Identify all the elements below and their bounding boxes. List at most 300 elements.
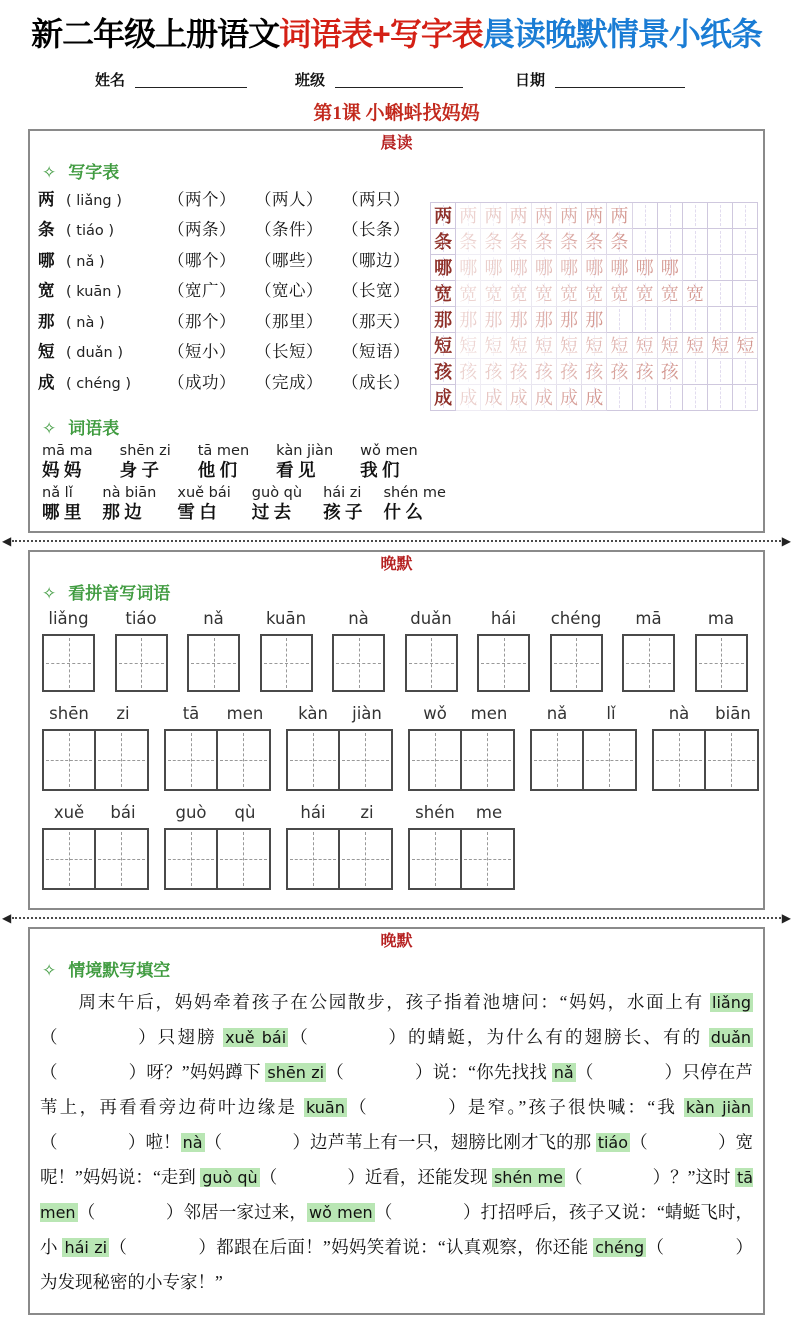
- paragraph-text: （ ）边芦苇上有一只，翅膀比刚才飞的那: [204, 1131, 596, 1152]
- practice-grid-cell: 宽: [532, 281, 557, 307]
- pinyin-label: nà: [348, 608, 369, 628]
- pinyin-label: hái: [300, 802, 326, 822]
- practice-grid-cell: [683, 385, 708, 411]
- practice-grid-cell: 短: [733, 333, 758, 359]
- example-word: （那天）: [342, 311, 410, 331]
- word-table-header: [42, 414, 755, 439]
- writing-box[interactable]: [95, 828, 149, 890]
- pinyin-highlight: nà: [182, 1132, 203, 1152]
- writing-box[interactable]: [339, 729, 393, 791]
- word-hanzi: 那 边: [102, 501, 142, 522]
- word-pinyin: guò qù: [251, 484, 303, 501]
- example-word: （宽心）: [255, 281, 323, 301]
- practice-grid-cell: [633, 307, 658, 333]
- write-table-row: [38, 338, 430, 369]
- writing-box[interactable]: [652, 729, 706, 791]
- pinyin-box-double: [42, 801, 150, 890]
- word-pinyin: nǎ lǐ: [42, 484, 73, 501]
- practice-grid-cell: 哪: [557, 255, 582, 281]
- practice-grid-cell: 宽: [633, 281, 658, 307]
- practice-grid-cell: 条: [532, 229, 557, 255]
- pinyin-reading: ( nǎ ): [66, 253, 105, 270]
- paragraph-text: （ ）？”这时: [564, 1166, 735, 1187]
- word-hanzi: 看 见: [276, 459, 316, 480]
- word-entry: [323, 485, 362, 523]
- practice-grid-cell: 哪: [607, 255, 632, 281]
- paragraph-text: （ ）都跟在后面！”妈妈笑着说：“认真观察，你还能: [109, 1236, 594, 1257]
- practice-grid-cell: [658, 229, 683, 255]
- practice-grid-cell: 成: [582, 385, 607, 411]
- word-table-row: [42, 485, 755, 523]
- practice-grid-cell: 那: [456, 307, 481, 333]
- writing-box-pair: [530, 729, 638, 791]
- pinyin-label-pair: [164, 801, 272, 825]
- pinyin-label: me: [475, 802, 503, 822]
- practice-grid-cell: 两: [431, 203, 456, 229]
- pinyin-label: xuě: [53, 802, 85, 822]
- practice-grid-cell: 条: [607, 229, 632, 255]
- practice-grid-cell: 哪: [456, 255, 481, 281]
- fill-in-paragraph: [40, 985, 753, 1299]
- pinyin-reading: ( liǎng ): [66, 192, 122, 209]
- practice-grid-cell: 孩: [431, 359, 456, 385]
- practice-grid-cell: 宽: [557, 281, 582, 307]
- writing-box[interactable]: [217, 729, 271, 791]
- pinyin-highlight: chéng: [595, 1237, 645, 1257]
- pinyin-label: shén: [415, 802, 455, 822]
- example-word: （宽广）: [168, 281, 236, 301]
- date-label: 日期: [515, 72, 546, 89]
- pinyin-box-double: [286, 801, 394, 890]
- practice-grid-cell: 两: [507, 203, 532, 229]
- practice-grid-cell: [658, 203, 683, 229]
- word-pinyin: hái zi: [323, 484, 362, 501]
- pinyin-label: lǐ: [606, 703, 616, 723]
- word-pinyin: tā men: [197, 442, 250, 459]
- pinyin-highlight: wǒ men: [309, 1202, 373, 1222]
- example-word: （哪个）: [168, 250, 236, 270]
- writing-box-pair: [164, 828, 272, 890]
- practice-grid-cell: 短: [633, 333, 658, 359]
- writing-box[interactable]: [187, 634, 240, 692]
- pinyin-highlight: liǎng: [712, 992, 751, 1012]
- example-word: （长宽）: [342, 281, 410, 301]
- name-input-line[interactable]: [135, 86, 247, 88]
- cut-separator: [0, 533, 793, 548]
- practice-grid-cell: 哪: [481, 255, 506, 281]
- hanzi-character: 条: [38, 220, 55, 240]
- pinyin-label: jiàn: [352, 703, 382, 723]
- writing-box[interactable]: [461, 828, 515, 890]
- paragraph-text: （ ）的蜻蜓，为什么有的翅膀长、有的: [288, 1026, 709, 1047]
- arrow-right-icon: ▶: [781, 533, 791, 548]
- evening-dictation-box-2: [28, 927, 765, 1315]
- write-table-row: [38, 186, 430, 217]
- page-title: [0, 0, 793, 53]
- context-fill-header: [42, 956, 755, 981]
- writing-box-pair: [652, 729, 760, 791]
- writing-box[interactable]: [332, 634, 385, 692]
- practice-grid-cell: [708, 255, 733, 281]
- pinyin-box-row-2: [42, 702, 755, 791]
- practice-grid-cell: [607, 385, 632, 411]
- pinyin-highlight: duǎn: [710, 1027, 752, 1047]
- pinyin-label-pair: [408, 801, 516, 825]
- pinyin-highlight: shén me: [493, 1167, 563, 1187]
- writing-box[interactable]: [583, 729, 637, 791]
- word-entry: [252, 485, 302, 523]
- practice-grid-cell: 孩: [582, 359, 607, 385]
- practice-grid-cell: 成: [557, 385, 582, 411]
- pinyin-label: kàn: [298, 703, 328, 723]
- writing-box[interactable]: [42, 634, 95, 692]
- practice-grid-cell: 宽: [481, 281, 506, 307]
- pinyin-reading: ( kuān ): [66, 284, 122, 301]
- pinyin-box-double: [164, 801, 272, 890]
- diamond-icon: ✧: [42, 960, 57, 980]
- paragraph-text: 周末午后，妈妈牵着孩子在公园散步，孩子指着池塘问：“妈妈，水面上有: [40, 991, 710, 1012]
- writing-box[interactable]: [42, 828, 96, 890]
- pinyin-box-single: [260, 607, 313, 692]
- paragraph-text: （ ）宽呢！”妈妈说：“走到: [40, 1131, 754, 1187]
- writing-box[interactable]: [477, 634, 530, 692]
- practice-grid-cell: 条: [431, 229, 456, 255]
- pinyin-label: biān: [715, 703, 751, 723]
- word-pinyin: xuě bái: [177, 484, 231, 501]
- practice-grid-cell: [708, 203, 733, 229]
- cut-separator: [0, 910, 793, 925]
- writing-box[interactable]: [260, 634, 313, 692]
- pinyin-box-double: [408, 801, 516, 890]
- title-part-blue: 晨读晚默情景小纸条: [482, 16, 762, 52]
- example-word: （短小）: [168, 342, 236, 362]
- pinyin-label-pair: [42, 702, 150, 726]
- writing-box-pair: [42, 729, 150, 791]
- writing-box-pair: [408, 729, 516, 791]
- hanzi-character: 宽: [38, 281, 55, 301]
- writing-box[interactable]: [408, 828, 462, 890]
- class-field: [295, 69, 515, 90]
- practice-grid-cell: 两: [582, 203, 607, 229]
- writing-box[interactable]: [405, 634, 458, 692]
- hanzi-character: 那: [38, 311, 55, 331]
- practice-grid-cell: 条: [557, 229, 582, 255]
- pinyin-label: tiáo: [125, 608, 157, 628]
- pinyin-box-single: [550, 607, 603, 692]
- class-input-line[interactable]: [335, 86, 463, 88]
- pinyin-label: zi: [360, 802, 374, 822]
- practice-grid-cell: [708, 229, 733, 255]
- practice-grid-cell: 孩: [607, 359, 632, 385]
- pinyin-label: guò: [175, 802, 207, 822]
- diamond-icon: ✧: [42, 583, 57, 603]
- practice-grid-cell: 宽: [507, 281, 532, 307]
- paragraph-text: （ ）打招呼后，孩子又说：“蜻蜓飞时，小: [40, 1201, 753, 1257]
- writing-box[interactable]: [217, 828, 271, 890]
- practice-grid-cell: 那: [481, 307, 506, 333]
- practice-grid-cell: [733, 307, 758, 333]
- word-hanzi: 孩 子: [323, 501, 363, 522]
- arrow-left-icon: ◀: [2, 910, 12, 925]
- practice-grid-cell: 哪: [633, 255, 658, 281]
- word-pinyin: mā ma: [42, 442, 93, 459]
- practice-grid-cell: 哪: [582, 255, 607, 281]
- pinyin-label: wǒ: [423, 703, 447, 723]
- practice-grid-cell: 短: [607, 333, 632, 359]
- hanzi-character: 哪: [38, 250, 55, 270]
- hanzi-character: 两: [38, 189, 55, 209]
- example-word: （那里）: [255, 311, 323, 331]
- stroke-practice-grid: [430, 202, 758, 411]
- practice-grid-cell: [658, 385, 683, 411]
- practice-grid-cell: [633, 385, 658, 411]
- writing-box[interactable]: [550, 634, 603, 692]
- writing-box[interactable]: [95, 729, 149, 791]
- evening-dictation-badge: 晚默: [380, 555, 413, 573]
- practice-grid-cell: 条: [481, 229, 506, 255]
- writing-box[interactable]: [164, 828, 218, 890]
- writing-box[interactable]: [286, 828, 340, 890]
- write-table-row: [38, 308, 430, 339]
- writing-box[interactable]: [164, 729, 218, 791]
- example-word: （哪边）: [342, 250, 410, 270]
- practice-grid-cell: 成: [481, 385, 506, 411]
- pinyin-label: nà: [668, 703, 690, 723]
- pinyin-label: shēn: [49, 703, 89, 723]
- pinyin-label-pair: [286, 702, 394, 726]
- practice-grid-cell: [708, 307, 733, 333]
- pinyin-label-pair: [286, 801, 394, 825]
- name-field: [95, 69, 295, 90]
- practice-grid-cell: 那: [557, 307, 582, 333]
- pinyin-box-single: [477, 607, 530, 692]
- practice-grid-cell: 短: [532, 333, 557, 359]
- word-hanzi: 哪 里: [42, 501, 82, 522]
- practice-grid-cell: 孩: [557, 359, 582, 385]
- pinyin-highlight: tā men: [40, 1167, 754, 1222]
- practice-grid-cell: [658, 307, 683, 333]
- pinyin-box-single: [622, 607, 675, 692]
- pinyin-label-pair: [164, 702, 272, 726]
- word-entry: [177, 485, 230, 523]
- word-table-row: [42, 443, 755, 481]
- write-table: [38, 186, 430, 411]
- morning-reading-box: [28, 129, 765, 533]
- pinyin-label-pair: [530, 702, 638, 726]
- pinyin-highlight: hái zi: [64, 1237, 108, 1257]
- word-table: [42, 443, 755, 523]
- practice-grid-cell: 那: [431, 307, 456, 333]
- practice-grid-cell: [708, 281, 733, 307]
- practice-grid-cell: 短: [557, 333, 582, 359]
- pinyin-label: qù: [234, 802, 256, 822]
- writing-box-pair: [408, 828, 516, 890]
- practice-grid-cell: 两: [481, 203, 506, 229]
- pinyin-highlight: kuān: [305, 1097, 345, 1117]
- word-entry: [42, 443, 93, 481]
- practice-grid-cell: 宽: [431, 281, 456, 307]
- example-word: （两人）: [255, 189, 323, 209]
- paragraph-text: （ ）呀？”妈妈蹲下: [40, 1061, 266, 1082]
- evening-dictation-box-1: [28, 550, 765, 910]
- practice-grid-cell: 那: [532, 307, 557, 333]
- practice-grid-cell: [733, 255, 758, 281]
- write-table-row: [38, 247, 430, 278]
- write-table-row: [38, 369, 430, 400]
- writing-box[interactable]: [530, 729, 584, 791]
- writing-box-pair: [164, 729, 272, 791]
- pinyin-box-double: [286, 702, 394, 791]
- arrow-right-icon: ▶: [781, 910, 791, 925]
- practice-grid-cell: 短: [481, 333, 506, 359]
- practice-grid-cell: 孩: [658, 359, 683, 385]
- pinyin-reading: ( duǎn ): [66, 345, 124, 362]
- word-hanzi: 身 子: [119, 459, 160, 480]
- practice-grid-cell: 那: [507, 307, 532, 333]
- pinyin-box-single: [42, 607, 95, 692]
- writing-box-pair: [286, 828, 394, 890]
- practice-grid-cell: 短: [658, 333, 683, 359]
- pinyin-box-double: [164, 702, 272, 791]
- pinyin-highlight: nǎ: [553, 1062, 574, 1082]
- pinyin-box-double: [652, 702, 760, 791]
- practice-grid-cell: 宽: [683, 281, 708, 307]
- practice-grid-cell: 成: [431, 385, 456, 411]
- pinyin-box-single: [332, 607, 385, 692]
- pinyin-label: zi: [116, 703, 130, 723]
- title-part-black: 新二年级上册语文: [31, 16, 280, 52]
- practice-grid-cell: [733, 385, 758, 411]
- pinyin-label-pair: [652, 702, 760, 726]
- pinyin-highlight: shēn zi: [267, 1062, 325, 1082]
- pinyin-label: bái: [110, 802, 136, 822]
- pinyin-label: men: [226, 703, 264, 723]
- pinyin-box-single: [115, 607, 168, 692]
- pinyin-writing-header-label: 看拼音写词语: [68, 583, 171, 603]
- pinyin-reading: ( tiáo ): [66, 223, 115, 240]
- class-label: 班级: [295, 72, 326, 89]
- word-hanzi: 他 们: [197, 459, 238, 480]
- pinyin-box-single: [187, 607, 240, 692]
- practice-grid-cell: [683, 359, 708, 385]
- practice-grid-cell: [683, 255, 708, 281]
- paragraph-text: （ ）啦！: [40, 1131, 181, 1152]
- writing-box[interactable]: [286, 729, 340, 791]
- practice-grid-cell: [683, 229, 708, 255]
- practice-grid-cell: 哪: [431, 255, 456, 281]
- context-fill-header-label: 情境默写填空: [68, 960, 171, 980]
- morning-reading-badge: 晨读: [380, 134, 413, 152]
- practice-grid-cell: 哪: [507, 255, 532, 281]
- practice-grid-cell: 短: [582, 333, 607, 359]
- write-table-header: [42, 158, 755, 183]
- word-hanzi: 我 们: [360, 459, 400, 480]
- word-hanzi: 雪 白: [177, 501, 217, 522]
- practice-grid-cell: [607, 307, 632, 333]
- pinyin-label: nǎ: [203, 608, 224, 628]
- practice-grid-cell: 两: [607, 203, 632, 229]
- practice-grid-cell: 哪: [532, 255, 557, 281]
- practice-grid-cell: [708, 385, 733, 411]
- write-table-body: [38, 186, 755, 411]
- example-word: （两只）: [342, 189, 410, 209]
- practice-grid-cell: [633, 229, 658, 255]
- practice-grid-cell: [733, 359, 758, 385]
- example-word: （条件）: [255, 220, 323, 240]
- writing-box[interactable]: [339, 828, 393, 890]
- writing-box[interactable]: [695, 634, 748, 692]
- practice-grid-cell: [733, 203, 758, 229]
- word-hanzi: 妈 妈: [42, 459, 82, 480]
- pinyin-highlight: xuě bái: [225, 1027, 287, 1047]
- hanzi-character: 短: [38, 342, 55, 362]
- writing-box[interactable]: [115, 634, 168, 692]
- arrow-left-icon: ◀: [2, 533, 12, 548]
- word-hanzi: 过 去: [251, 501, 292, 522]
- practice-grid-cell: 两: [532, 203, 557, 229]
- diamond-icon: ✧: [42, 418, 57, 438]
- writing-box[interactable]: [42, 729, 96, 791]
- pinyin-label: men: [470, 703, 508, 723]
- pinyin-box-single: [405, 607, 458, 692]
- practice-grid-cell: 条: [582, 229, 607, 255]
- example-word: （成功）: [168, 372, 236, 392]
- paragraph-text: （ ）是窄。”孩子很快喊：“我: [346, 1096, 684, 1117]
- date-field: [515, 69, 685, 90]
- date-input-line[interactable]: [555, 86, 685, 88]
- writing-box[interactable]: [408, 729, 462, 791]
- title-part-red: 词语表+写字表: [279, 16, 483, 52]
- name-label: 姓名: [95, 72, 126, 89]
- writing-box[interactable]: [461, 729, 515, 791]
- example-word: （两条）: [168, 220, 236, 240]
- writing-box-pair: [286, 729, 394, 791]
- practice-grid-cell: 成: [507, 385, 532, 411]
- word-entry: [360, 443, 418, 481]
- writing-box[interactable]: [705, 729, 759, 791]
- word-entry: [120, 443, 171, 481]
- dotted-cut-line: [12, 540, 781, 542]
- example-word: （两个）: [168, 189, 236, 209]
- practice-grid-cell: 宽: [658, 281, 683, 307]
- pinyin-label: tā: [182, 703, 200, 723]
- practice-grid-cell: 孩: [532, 359, 557, 385]
- practice-grid-cell: 两: [456, 203, 481, 229]
- evening-dictation-badge-2: 晚默: [380, 932, 413, 950]
- write-table-row: [38, 216, 430, 247]
- lesson-title: 第1课 小蝌蚪找妈妈: [313, 102, 480, 124]
- practice-grid-cell: 哪: [658, 255, 683, 281]
- pinyin-label: ma: [707, 608, 735, 628]
- practice-grid-cell: 短: [683, 333, 708, 359]
- practice-grid-cell: [683, 203, 708, 229]
- write-table-header-label: 写字表: [68, 162, 120, 182]
- practice-grid-cell: [733, 229, 758, 255]
- pinyin-label: liǎng: [48, 608, 89, 628]
- pinyin-label: hái: [490, 608, 517, 628]
- writing-box[interactable]: [622, 634, 675, 692]
- diamond-icon: ✧: [42, 162, 57, 182]
- pinyin-box-double: [530, 702, 638, 791]
- practice-grid-cell: 孩: [456, 359, 481, 385]
- practice-grid-cell: 孩: [481, 359, 506, 385]
- pinyin-reading: ( nà ): [66, 314, 105, 331]
- hanzi-character: 成: [38, 372, 55, 392]
- pinyin-reading: ( chéng ): [66, 375, 132, 392]
- pinyin-label: chéng: [550, 608, 602, 628]
- pinyin-highlight: kàn jiàn: [685, 1097, 751, 1117]
- word-entry: [42, 485, 81, 523]
